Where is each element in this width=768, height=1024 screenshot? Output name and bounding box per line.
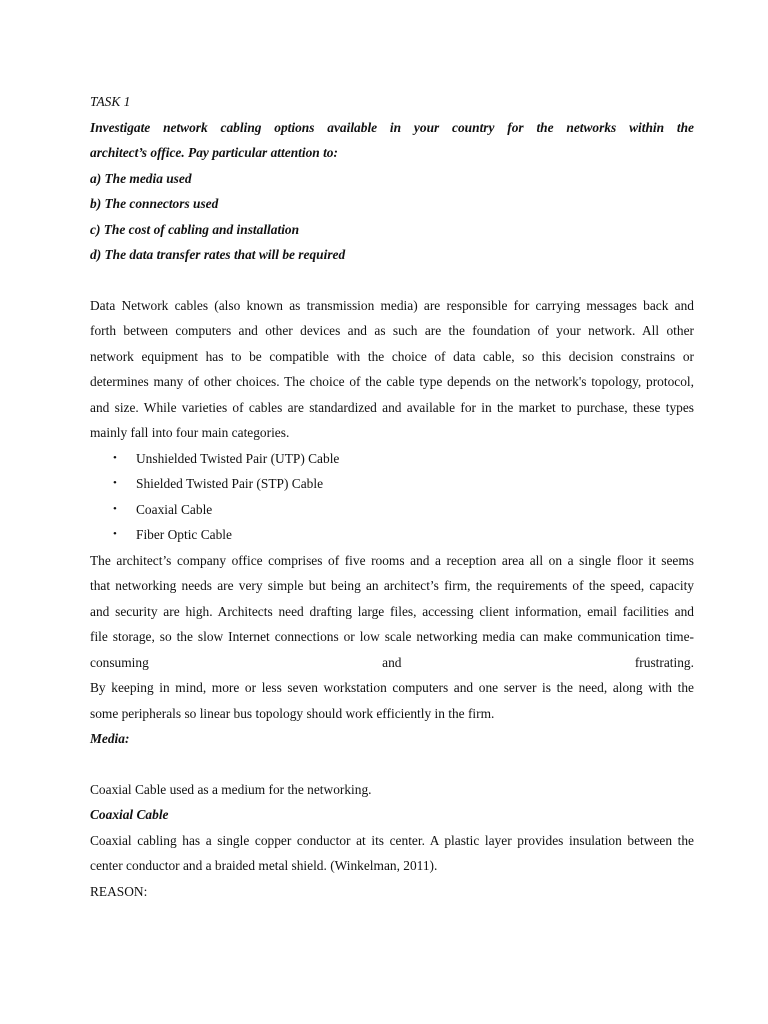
intro-line-6: mainly fall into four main categories. <box>90 425 290 440</box>
spacer <box>90 752 694 777</box>
office-line-1: The architect’s company office comprises of five rooms and a reception area all on a single floor it seems <box>90 552 694 568</box>
bullet-icon: • <box>113 502 117 515</box>
bullet-icon: • <box>113 528 117 540</box>
list-item <box>90 522 694 548</box>
media-statement: Coaxial Cable used as a medium for the networking. <box>90 781 372 797</box>
office-line-5 <box>90 650 694 676</box>
office-line-3: and security are high. Architects need drafting large files, accessing client information, email facilities and <box>90 603 694 619</box>
list-item <box>90 446 694 472</box>
intro-line-2: forth between computers and other devices and as such are the foundation of your network. All other <box>90 323 694 338</box>
task-heading: TASK 1 <box>90 94 131 109</box>
spread-word: frustrating. <box>634 654 694 670</box>
topology-paragraph <box>90 675 694 726</box>
intro-line-1: Data Network cables (also known as transmission media) are responsible for carrying messages back and <box>90 297 694 313</box>
intro-line-5: and size. While varieties of cables are standardized and available for in the market to purchase, these types <box>90 399 694 415</box>
coaxial-subheading: Coaxial Cable <box>90 807 169 822</box>
task-item-a: a) The media used <box>90 170 192 186</box>
topology-line-1: By keeping in mind, more or less seven workstation computers and one server is the need, along with the <box>90 680 694 695</box>
spread-word: consuming <box>90 654 149 670</box>
reason-label: REASON: <box>90 883 148 899</box>
task-item-d: d) The data transfer rates that will be required <box>90 247 346 262</box>
intro-paragraph <box>90 293 694 446</box>
document-page <box>90 89 694 904</box>
task-item-b: b) The connectors used <box>90 196 219 211</box>
intro-line-4: determines many of other choices. The choice of the cable type depends on the network's topology, protocol, <box>90 374 694 389</box>
media-heading: Media: <box>90 731 130 746</box>
spread-word: and <box>382 654 402 670</box>
list-item-text: Shielded Twisted Pair (STP) Cable <box>136 476 324 491</box>
spacer <box>90 268 694 293</box>
bullet-icon: • <box>113 477 117 489</box>
list-item-text: Unshielded Twisted Pair (UTP) Cable <box>136 450 340 466</box>
list-item <box>90 497 694 523</box>
coaxial-line-1: Coaxial cabling has a single copper conductor at its center. A plastic layer provides insulation between the <box>90 832 694 848</box>
office-paragraph <box>90 548 694 676</box>
topology-line-2: some peripherals so linear bus topology should work efficiently in the firm. <box>90 705 495 721</box>
cable-type-list <box>90 446 694 548</box>
list-item-text: Coaxial Cable <box>136 501 213 517</box>
task-question-line-1: Investigate network cabling options available in your country for the networks within the <box>90 119 694 135</box>
list-item-text: Fiber Optic Cable <box>136 527 232 542</box>
intro-line-3: network equipment has to be compatible with the choice of data cable, so this decision constrains or <box>90 348 694 364</box>
coaxial-description <box>90 828 694 879</box>
office-line-2: that networking needs are very simple but being an architect’s firm, the requirements of the speed, capacity <box>90 578 694 593</box>
office-line-4: file storage, so the slow Internet connections or low scale networking media can make communication time- <box>90 629 694 644</box>
bullet-icon: • <box>113 451 117 464</box>
coaxial-line-2: center conductor and a braided metal shield. (Winkelman, 2011). <box>90 858 438 873</box>
task-question-line-2: architect’s office. Pay particular attention to: <box>90 145 338 160</box>
list-item <box>90 471 694 497</box>
task-item-c: c) The cost of cabling and installation <box>90 221 300 237</box>
